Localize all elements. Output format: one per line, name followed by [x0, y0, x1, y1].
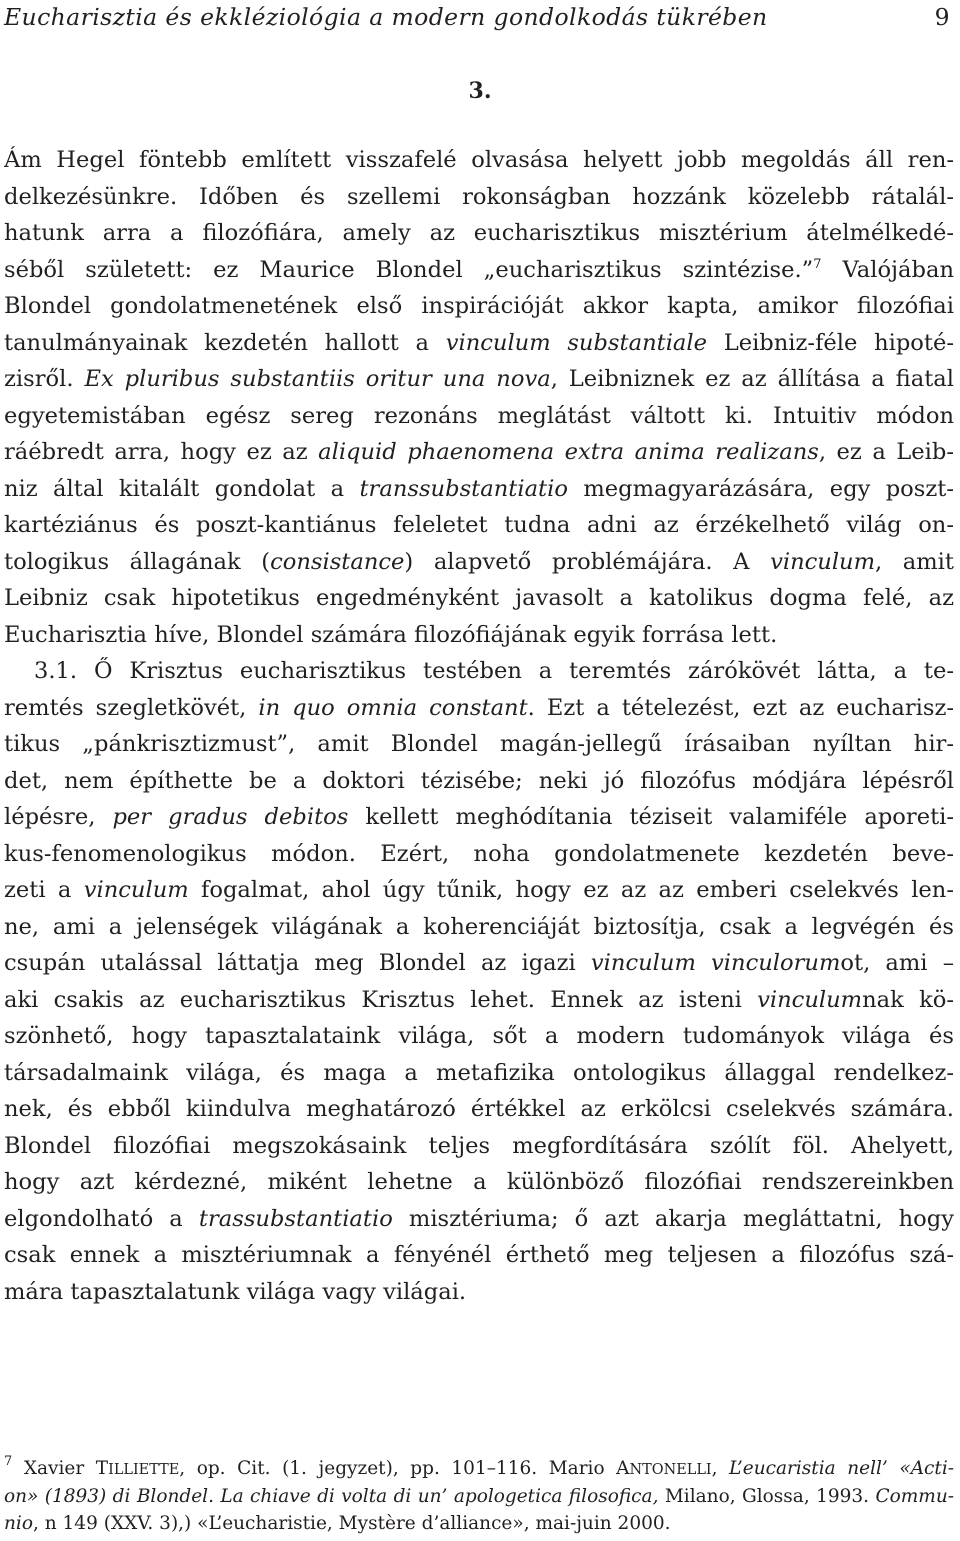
running-header [4, 3, 956, 37]
text-line: Leibniz csak hipotetikus engedményként javasolt a katolikus dogma felé, az [4, 585, 954, 611]
text-line: zisről. Ex pluribus substantiis oritur una nova, Leibniznek ez az állítása a fiatal [4, 366, 954, 392]
text-line: Blondel gondolatmenetének első inspirációját akkor kapta, amikor filozófiai [4, 293, 954, 319]
footnote-line: on» (1893) di Blondel. La chiave di volta di un’ apologetica filosofica, Milano, Glossa, 1993. Commu- [4, 1485, 954, 1507]
text-line: csupán utalással láttatja meg Blondel az igazi vinculum vinculorumot, ami – [4, 950, 954, 976]
text-line: ráébredt arra, hogy ez az aliquid phaenomena extra anima realizans, ez a Leib- [4, 439, 954, 465]
text-line: társadalmaink világa, és maga a metafizika ontologikus állaggal rendelkez- [4, 1059, 954, 1086]
text-line: séből született: ez Maurice Blondel „eucharisztikus szintézise.”$^7$ Valójában [4, 256, 954, 283]
section-heading: 3. [468, 78, 492, 104]
text-line: det, nem építhette be a doktori tézisébe; neki jó filozófus módjára lépésről [4, 767, 954, 794]
text-line: aki csakis az eucharisztikus Krisztus lehet. Ennek az isteni vinculumnak kö- [4, 986, 954, 1013]
text-line: delkezésünkre. Időben és szellemi rokonságban hozzánk közelebb rátalál- [4, 183, 954, 210]
text-line: tologikus állagának (consistance) alapvető problémájára. A vinculum, amit [4, 548, 954, 575]
text-line: nek, és ebből kiindulva meghatározó értékkel az erkölcsi cselekvés számára. [4, 1096, 954, 1122]
text-line: kus-fenomenologikus módon. Ezért, noha gondolatmenete kezdetén beve- [4, 840, 954, 867]
text-line: ne, ami a jelenségek világának a koherenciáját biztosítja, csak a legvégén és [4, 913, 954, 940]
text-line: tikus „pánkrisztizmust”, amit Blondel magán-jellegű írásaiban nyíltan hir- [4, 731, 954, 757]
running-title: Eucharisztia és ekkléziológia a modern gondolkodás tükrében [4, 3, 768, 31]
footnote-number: 7 [4, 1455, 13, 1469]
page-number: 9 [934, 3, 950, 31]
text-line: zeti a vinculum fogalmat, ahol úgy tűnik, hogy ez az az emberi cselekvés len- [4, 877, 954, 903]
text-line: lépésre, per gradus debitos kellett meghódítania téziseit valamiféle aporeti- [4, 804, 954, 830]
text-line: Ám Hegel föntebb említett visszafelé olvasása helyett jobb megoldás áll ren- [4, 147, 954, 173]
text-line: tanulmányainak kezdetén hallott a vinculum substantiale Leibniz-féle hipoté- [4, 329, 954, 356]
footnote [4, 1455, 954, 1538]
footnote-line: $^7$ Xavier TILLIETTE, op. Cit. (1. jegyzet), pp. 101–116. Mario ANTONELLI, L’eucaristia nell’ «Acti- [4, 1455, 954, 1479]
footnote-marker: 7 [813, 256, 822, 272]
text-line: csak ennek a misztériumnak a fényénél érthető meg teljesen a filozófus szá- [4, 1242, 954, 1268]
footnote-line: nio, n 149 (XXV. 3),) «L’eucharistie, Mystère d’alliance», mai-juin 2000. [4, 1513, 671, 1534]
text-line: egyetemistában egész sereg rezonáns meglátást váltott ki. Intuitiv módon [4, 402, 954, 429]
text-line: elgondolható a trassubstantiatio misztériuma; ő azt akarja megláttatni, hogy [4, 1205, 954, 1232]
body-text [4, 142, 954, 1310]
text-line: 3.1. Ő Krisztus eucharisztikus testében a teremtés zárókövét látta, a te- [34, 658, 954, 684]
text-line: Eucharisztia híve, Blondel számára filozófiájának egyik forrása lett. [4, 621, 778, 648]
text-line: Blondel filozófiai megszokásaink teljes megfordítására szólít föl. Ahelyett, [4, 1132, 954, 1159]
text-line: szönhető, hogy tapasztalataink világa, sőt a modern tudományok világa és [4, 1023, 954, 1049]
text-line: hatunk arra a filozófiára, amely az eucharisztikus misztérium átelmélkedé- [4, 220, 954, 246]
text-line: niz által kitalált gondolat a transsubstantiatio megmagyarázására, egy poszt- [4, 475, 954, 502]
text-line: mára tapasztalatunk világa vagy világai. [4, 1278, 467, 1305]
text-line: remtés szegletkövét, in quo omnia constant. Ezt a tételezést, ezt az eucharisz- [4, 694, 954, 721]
text-line: kartéziánus és poszt-kantiánus feleletet tudna adni az érzékelhető világ on- [4, 512, 954, 538]
text-line: hogy azt kérdezné, miként lehetne a különböző filozófiai rendszereinkben [4, 1169, 954, 1195]
